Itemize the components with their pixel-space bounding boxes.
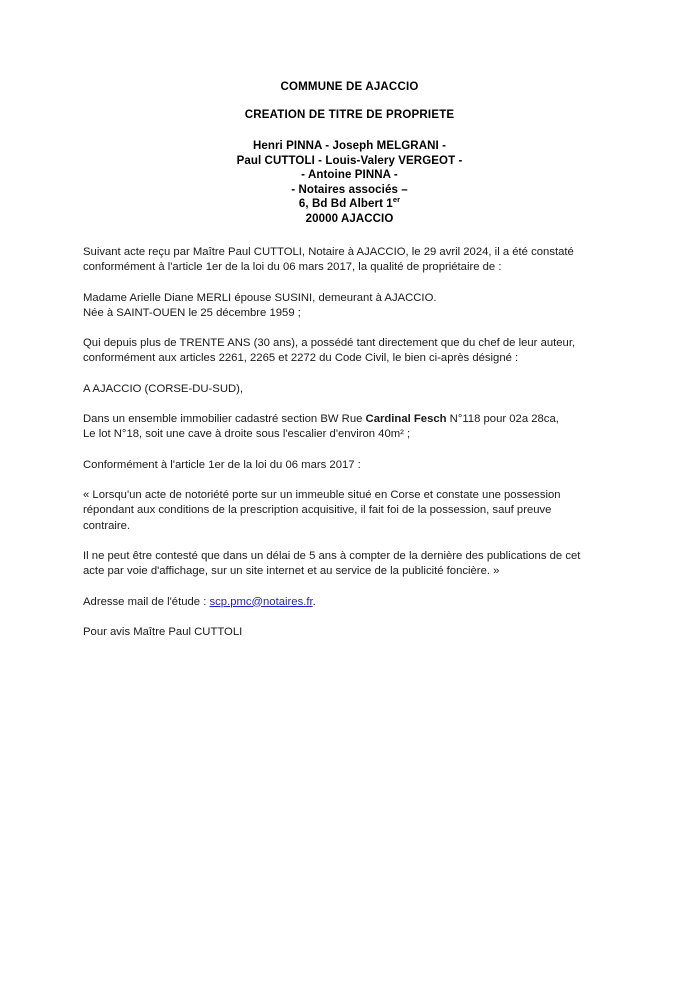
document-title: CREATION DE TITRE DE PROPRIETE	[244, 109, 455, 121]
property-cadastral-suffix: N°118 pour 02a 28ca,	[446, 413, 559, 426]
possession-duration-line-1: Qui depuis plus de TRENTE ANS (30 ans), a possédé tant directement que du chef de leur auteur,	[83, 337, 576, 350]
commune-heading: COMMUNE DE AJACCIO	[280, 81, 419, 93]
owner-name-line: Madame Arielle Diane MERLI épouse SUSINI, demeurant à AJACCIO.	[83, 291, 437, 304]
owner-birth-line: Née à SAINT-OUEN le 25 décembre 1959 ;	[83, 306, 301, 319]
notary-firm-block	[0, 139, 699, 227]
email-link[interactable]: scp.pmc@notaires.fr	[209, 595, 313, 608]
paragraph-location: A AJACCIO (CORSE-DU-SUD),	[83, 382, 244, 395]
contest-period-line-1: Il ne peut être contesté que dans un délai de 5 ans à compter de la dernière des publications de cet	[83, 549, 581, 562]
notary-line-4: - Notaires associés –	[291, 183, 408, 196]
paragraph-act-received-line-2: conformément à l'article 1er de la loi du 06 mars 2017, la qualité de propriétaire de :	[83, 261, 502, 274]
email-label: Adresse mail de l'étude :	[83, 595, 210, 608]
possession-duration-line-2: conformément aux articles 2261, 2265 et 2272 du Code Civil, le bien ci-après désigné :	[83, 352, 519, 365]
law-quote-line-3: contraire.	[83, 519, 131, 532]
paragraph-law-reference: Conformément à l'article 1er de la loi du 06 mars 2017 :	[83, 458, 361, 471]
paragraph-property-description	[83, 412, 599, 442]
street-name-bold: Cardinal Fesch	[365, 413, 447, 426]
notary-line-2: Paul CUTTOLI - Louis-Valery VERGEOT -	[236, 154, 463, 167]
contest-period-line-2: acte par voie d'affichage, sur un site internet et au service de la publicité foncière. »	[83, 565, 500, 578]
property-cadastral-line	[83, 412, 599, 427]
paragraph-contest-period	[83, 549, 599, 579]
ordinal-superscript: er	[392, 195, 401, 205]
law-quote-line-1: « Lorsqu'un acte de notoriété porte sur un immeuble situé en Corse et constate une possession	[83, 489, 561, 502]
notary-line-3: - Antoine PINNA -	[301, 169, 398, 182]
street-address-text: 6, Bd Bd Albert 1	[298, 198, 393, 211]
law-quote-line-2: répondant aux conditions de la prescription acquisitive, il fait foi de la possession, sauf preuve	[83, 504, 552, 517]
notary-city-postal: 20000 AJACCIO	[305, 212, 394, 225]
document-header	[0, 80, 699, 227]
paragraph-owner-identity	[83, 291, 599, 321]
property-lot-line: Le lot N°18, soit une cave à droite sous l'escalier d'environ 40m² ;	[83, 428, 411, 441]
paragraph-contact-email	[83, 595, 599, 610]
notary-line-1: Henri PINNA - Joseph MELGRANI -	[252, 140, 447, 152]
document-body	[83, 245, 599, 640]
notary-street-address	[0, 197, 699, 212]
paragraph-act-received-line-1: Suivant acte reçu par Maître Paul CUTTOLI, Notaire à AJACCIO, le 29 avril 2024, il a été constaté	[83, 246, 574, 258]
paragraph-law-quote	[83, 488, 599, 534]
paragraph-signature: Pour avis Maître Paul CUTTOLI	[83, 625, 243, 638]
paragraph-act-received	[83, 245, 599, 275]
paragraph-possession-duration	[83, 336, 599, 366]
property-cadastral-prefix: Dans un ensemble immobilier cadastré section BW Rue	[83, 413, 366, 426]
email-trailing-period: .	[312, 595, 316, 608]
